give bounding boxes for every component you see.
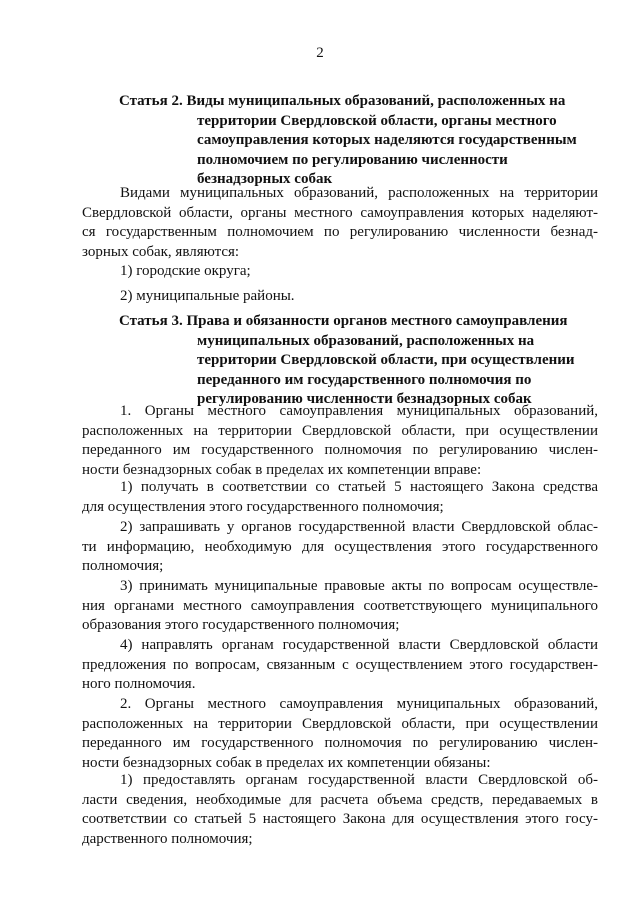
list-item-urban-districts: 1) городские округа; (120, 263, 251, 279)
heading-line: муниципальных образований, расположенных на (197, 332, 535, 349)
article-2-heading (119, 92, 599, 190)
list-item-municipal-districts: 2) муниципальные районы. (120, 288, 295, 304)
text-line: Свердловской области, органы местного самоуправления которых наделяют- (82, 204, 598, 221)
heading-line: территории Свердловской области, органы местного (197, 112, 557, 129)
text-line: ности безнадзорных собак в пределах их компетенции обязаны: (82, 754, 491, 771)
text-line: 1) предоставлять органам государственной власти Свердловской об- (120, 772, 598, 788)
text-line: дарственного полномочия; (82, 830, 253, 847)
text-line: 1) получать в соответствии со статьей 5 настоящего Закона средства (120, 479, 598, 495)
page-number: 2 (316, 45, 324, 61)
text-line: 1. Органы местного самоуправления муниципальных образований, (120, 403, 598, 419)
text-line: образования этого государственного полномочия; (82, 617, 400, 633)
text-line: 2. Органы местного самоуправления муниципальных образований, (120, 696, 598, 712)
text-line: ного полномочия. (82, 676, 196, 692)
paragraph-right-3 (82, 577, 598, 636)
paragraph-obligations (82, 695, 598, 773)
heading-line: регулированию численности безнадзорных собак (197, 391, 532, 407)
paragraph-municipality-types (82, 184, 598, 262)
text-line: расположенных на территории Свердловской области, при осуществлении (82, 715, 598, 732)
text-line: переданного им государственного полномочия по регулированию числен- (82, 442, 598, 458)
heading-line: Статья 2. Виды муниципальных образований, расположенных на (119, 93, 566, 109)
text-line: для осуществления этого государственного полномочия; (82, 498, 444, 515)
heading-line: полномочием по регулированию численности (197, 151, 508, 168)
text-line: ти информацию, необходимую для осуществления этого государственного (82, 538, 598, 555)
text-line: ся государственным полномочием по регулированию численности безнад- (82, 224, 598, 240)
paragraph-right-4 (82, 636, 598, 695)
heading-line: территории Свердловской области, при осуществлении (197, 352, 575, 368)
text-line: полномочия; (82, 558, 164, 574)
heading-line: Статья 3. Права и обязанности органов местного самоуправления (119, 313, 568, 329)
heading-line: переданного им государственного полномочия по (197, 371, 532, 388)
text-line: соответствии со статьей 5 настоящего Закона для осуществления этого госу- (82, 811, 598, 827)
text-line: 3) принимать муниципальные правовые акты по вопросам осуществле- (120, 578, 598, 594)
paragraph-right-2 (82, 518, 598, 577)
text-line: зорных собак, являются: (82, 243, 240, 260)
paragraph-obligation-1 (82, 771, 598, 849)
text-line: переданного им государственного полномочия по регулированию числен- (82, 735, 598, 751)
text-line: 4) направлять органам государственной власти Свердловской области (120, 637, 598, 653)
text-line: предложения по вопросам, связанным с осуществлением этого государствен- (82, 656, 598, 673)
text-line: ности безнадзорных собак в пределах их компетенции вправе: (82, 461, 482, 478)
paragraph-right-1 (82, 478, 598, 517)
heading-line: безнадзорных собак (197, 171, 333, 187)
text-line: Видами муниципальных образований, расположенных на территории (120, 185, 598, 201)
text-line: 2) запрашивать у органов государственной власти Свердловской облас- (120, 519, 598, 535)
text-line: расположенных на территории Свердловской области, при осуществлении (82, 422, 598, 439)
paragraph-rights (82, 402, 598, 480)
text-line: ласти сведения, необходимые для расчета объема средств, передаваемых в (82, 791, 598, 808)
text-line: ния органами местного самоуправления соответствующего муниципального (82, 597, 598, 614)
heading-line: самоуправления которых наделяются государственным (197, 132, 577, 148)
article-3-heading (119, 312, 599, 410)
